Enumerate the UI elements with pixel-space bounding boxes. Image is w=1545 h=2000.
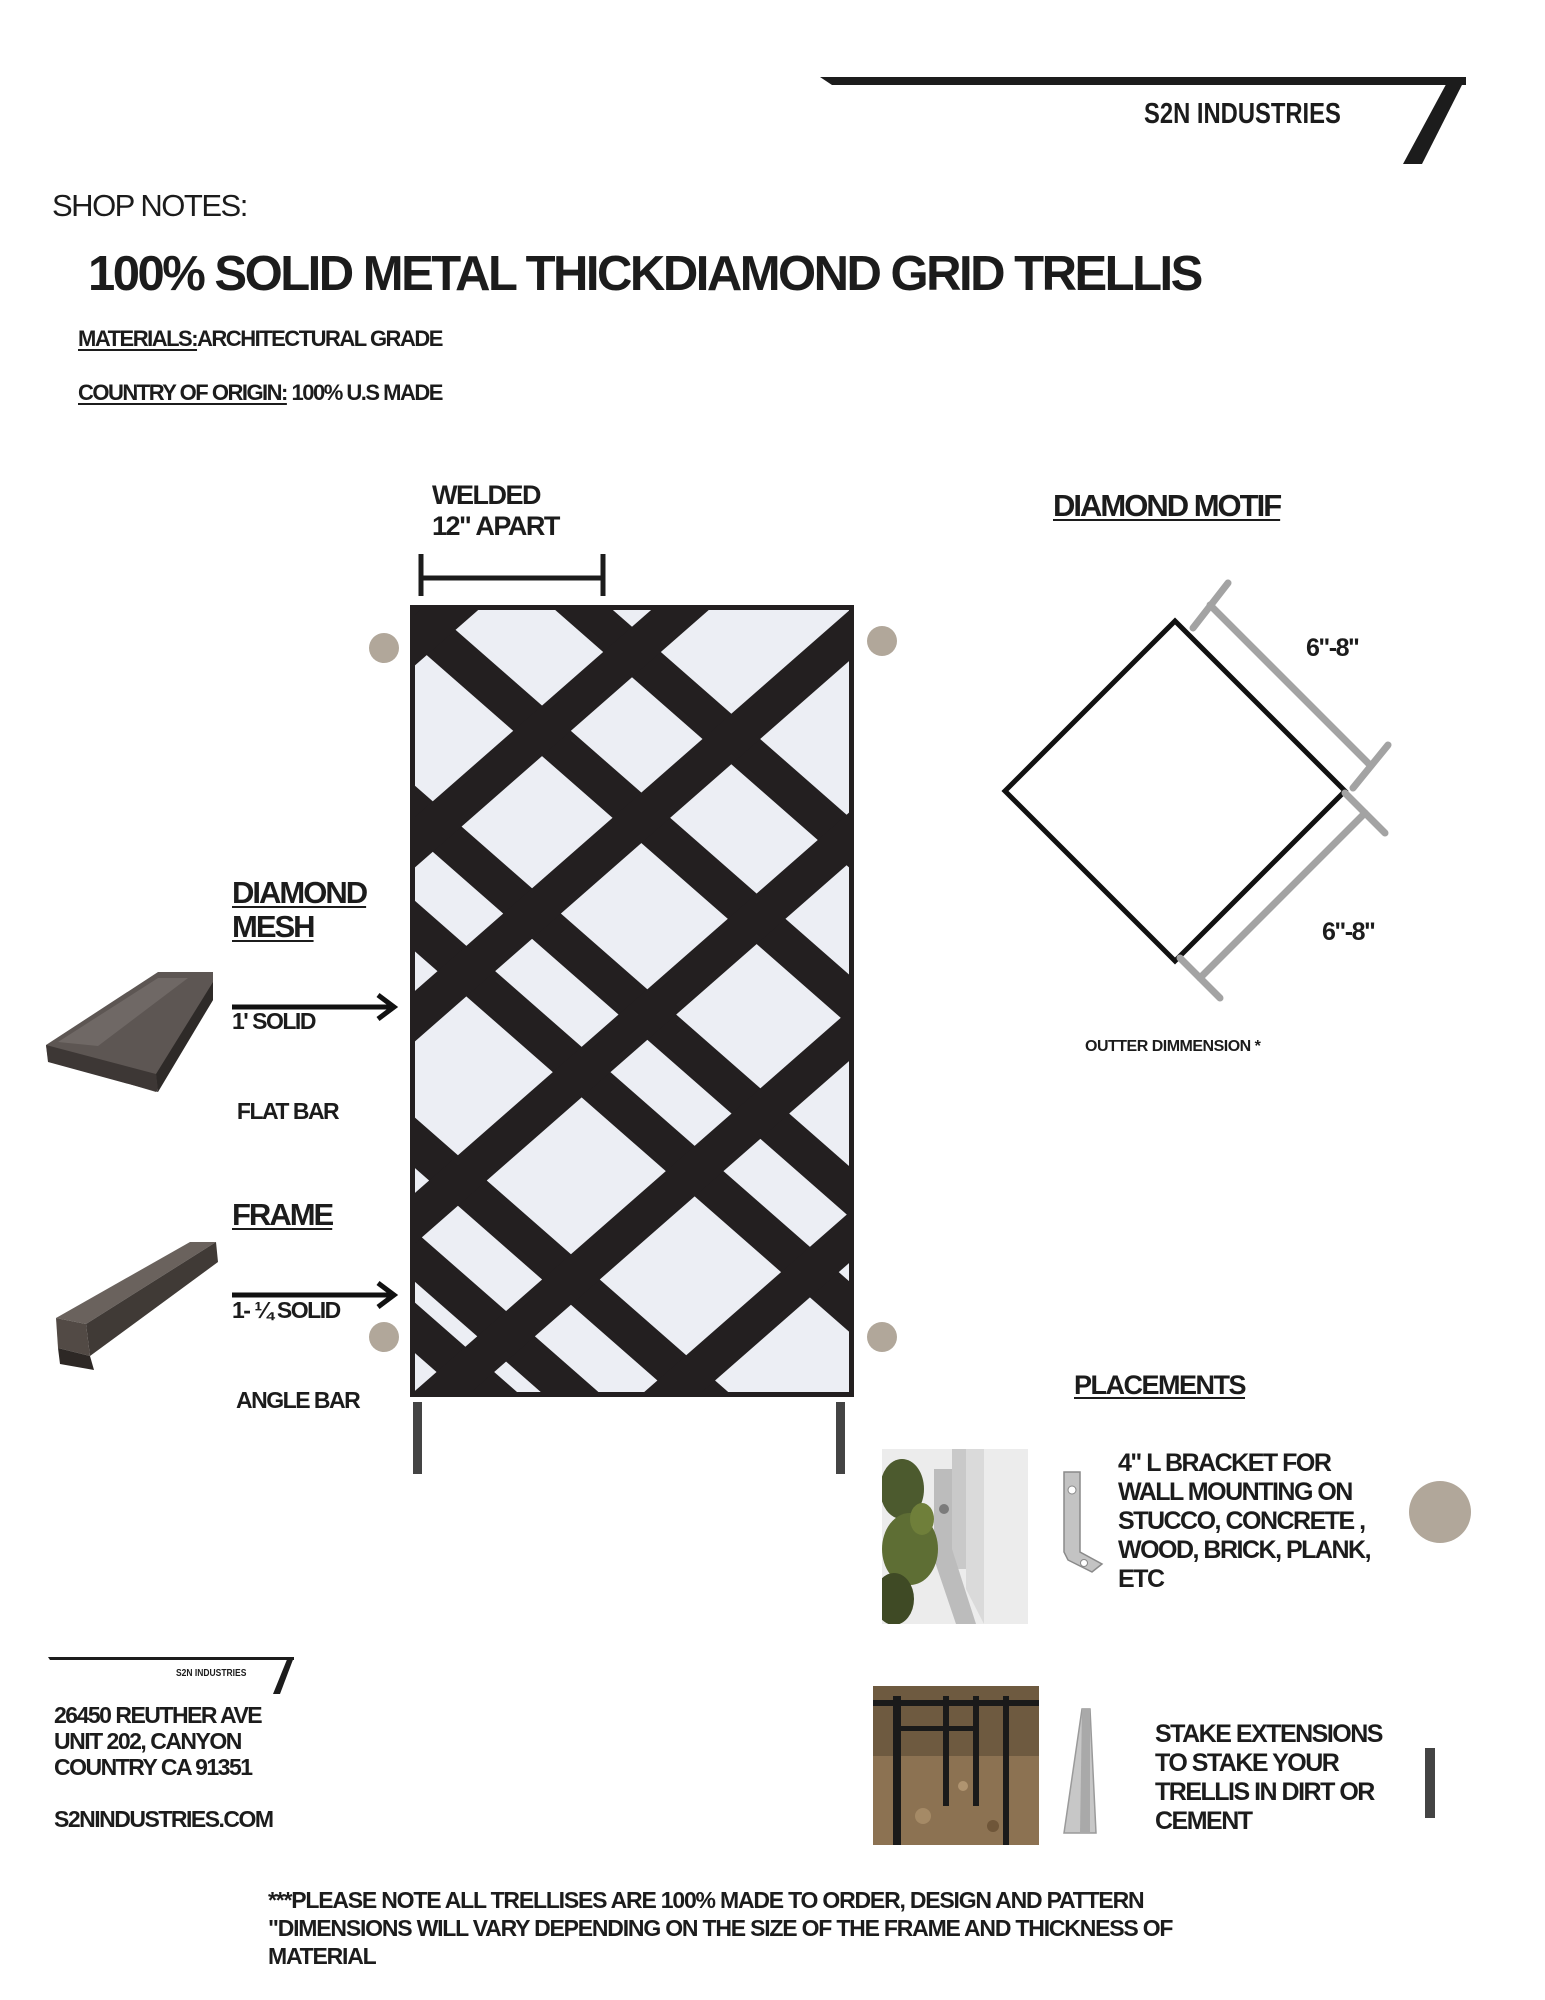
stake-text-line-1: STAKE EXTENSIONS xyxy=(1155,1720,1382,1748)
page-title: 100% SOLID METAL THICKDIAMOND GRID TRELLIS xyxy=(88,247,1201,301)
materials-label: MATERIALS: xyxy=(78,326,198,351)
bracket-mount-dot xyxy=(1409,1481,1471,1543)
bracket-description xyxy=(1118,1449,1370,1594)
bracket-text-line-4: WOOD, BRICK, PLANK, xyxy=(1118,1536,1371,1564)
motif-diamond xyxy=(1005,621,1345,961)
website-link[interactable]: S2NINDUSTRIES.COM xyxy=(54,1806,273,1832)
origin-line xyxy=(78,380,442,406)
frame-description xyxy=(232,1235,359,1445)
frame-desc-line-2: ANGLE BAR xyxy=(232,1387,360,1413)
stake-text-line-3: TRELLIS IN DIRT OR xyxy=(1155,1778,1374,1806)
placements-title: PLACEMENTS xyxy=(1074,1370,1246,1400)
mount-dot-bottom-right xyxy=(867,1322,897,1352)
materials-line xyxy=(78,326,442,352)
bracket-text-line-5: ETC xyxy=(1118,1565,1164,1593)
motif-title: DIAMOND MOTIF xyxy=(1053,488,1281,523)
mount-dot-top-left xyxy=(369,633,399,663)
motif-dim-bottom-label: 6"-8" xyxy=(1322,918,1375,946)
welded-line-2: 12" APART xyxy=(432,511,559,541)
materials-value: ARCHITECTURAL GRADE xyxy=(197,326,442,351)
footer-note-line-3: MATERIAL xyxy=(268,1943,376,1969)
footer-brand-name: S2N INDUSTRIES xyxy=(176,1668,247,1679)
bracket-text-line-1: 4" L BRACKET FOR xyxy=(1118,1449,1331,1477)
motif-dimension-top xyxy=(1193,583,1388,788)
stake-description xyxy=(1155,1720,1382,1836)
mesh-title xyxy=(232,876,366,944)
mesh-arrow xyxy=(232,990,404,1024)
wall-bracket-photo xyxy=(882,1449,1028,1624)
address-line-1: 26450 REUTHER AVE xyxy=(54,1702,262,1728)
mesh-desc-line-1: 1' SOLID xyxy=(232,1008,315,1034)
welded-label xyxy=(432,480,559,542)
frame-arrow xyxy=(232,1278,404,1312)
origin-label: COUNTRY OF ORIGIN: xyxy=(78,380,287,405)
l-bracket-icon xyxy=(1044,1468,1104,1578)
footer-note xyxy=(268,1886,1172,1970)
motif-dimension-bottom xyxy=(1180,793,1385,998)
trellis-drawing xyxy=(360,590,900,1500)
address-line-3: COUNTRY CA 91351 xyxy=(54,1754,252,1780)
footer-note-line-1: ***PLEASE NOTE ALL TRELLISES ARE 100% MADE TO ORDER, DESIGN AND PATTERN xyxy=(268,1887,1144,1913)
mesh-title-line-1: DIAMOND xyxy=(232,875,367,910)
stake-marker xyxy=(1425,1748,1435,1818)
diamond-motif-drawing xyxy=(1000,565,1420,1015)
mesh-desc-line-2: FLAT BAR xyxy=(232,1098,339,1124)
bracket-text-line-3: STUCCO, CONCRETE , xyxy=(1118,1507,1365,1535)
footer-brand-banner xyxy=(48,1655,298,1697)
mesh-description xyxy=(232,946,338,1156)
stake-extension-icon xyxy=(1060,1705,1100,1840)
address-block xyxy=(54,1702,261,1780)
welded-line-1: WELDED xyxy=(432,480,540,510)
flat-bar-photo xyxy=(38,970,218,1130)
mount-dot-bottom-left xyxy=(369,1322,399,1352)
mount-dot-top-right xyxy=(867,626,897,656)
frame-desc-line-1: 1- ¼ SOLID xyxy=(232,1297,340,1323)
origin-value: 100% U.S MADE xyxy=(286,380,442,405)
bracket-text-line-2: WALL MOUNTING ON xyxy=(1118,1478,1352,1506)
frame-title: FRAME xyxy=(232,1197,333,1232)
motif-note: OUTTER DIMMENSION * xyxy=(1085,1038,1261,1055)
stake-text-line-2: TO STAKE YOUR xyxy=(1155,1749,1339,1777)
stake-text-line-4: CEMENT xyxy=(1155,1807,1252,1835)
footer-note-line-2: "DIMENSIONS WILL VARY DEPENDING ON THE SIZE OF THE FRAME AND THICKNESS OF xyxy=(268,1915,1173,1941)
trellis-leg-left xyxy=(413,1402,422,1474)
brand-name: S2N INDUSTRIES xyxy=(1144,98,1341,130)
angle-bar-photo xyxy=(50,1236,220,1376)
motif-dim-top-label: 6"-8" xyxy=(1306,634,1359,662)
trellis-leg-right xyxy=(836,1402,845,1474)
shop-notes-label: SHOP NOTES: xyxy=(52,188,247,223)
stake-photo xyxy=(873,1686,1039,1845)
address-line-2: UNIT 202, CANYON xyxy=(54,1728,241,1754)
mesh-title-line-2: MESH xyxy=(232,909,314,944)
